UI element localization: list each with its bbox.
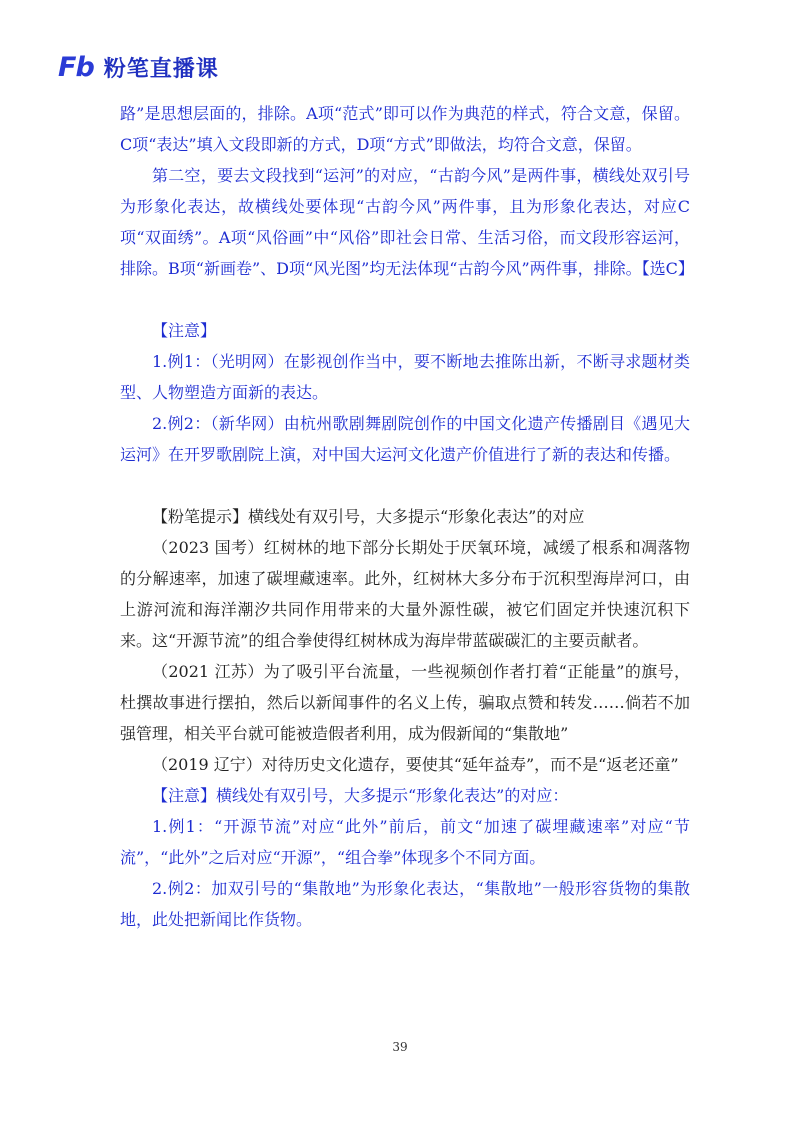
tip-heading: 【粉笔提示】横线处有双引号，大多提示“形象化表达”的对应 bbox=[152, 507, 585, 526]
note-heading-2: 【注意】横线处有双引号，大多提示“形象化表达”的对应： bbox=[152, 786, 569, 805]
document-body bbox=[120, 98, 694, 935]
paragraph-analysis-first-blank-end: 路”是思想层面的，排除。A项“范式”即可以作为典范的样式，符合文意，保留。C项“表达”填入文段即新的方式，D项“方式”即做法，均符合文意，保留。 bbox=[120, 104, 690, 154]
page-number: 39 bbox=[392, 1040, 408, 1054]
note-example-1: 1.例1：（光明网）在影视创作当中，要不断地去推陈出新，不断寻求题材类型、人物塑造方面新的表达。 bbox=[120, 352, 690, 402]
note-2-example-2: 2.例2：加双引号的“集散地”为形象化表达，“集散地”一般形容货物的集散地，此处把新闻比作货物。 bbox=[120, 879, 690, 929]
note-example-2: 2.例2：（新华网）由杭州歌剧舞剧院创作的中国文化遗产传播剧目《遇见大运河》在开罗歌剧院上演，对中国大运河文化遗产价值进行了新的表达和传播。 bbox=[120, 414, 690, 464]
brand-name: 粉笔直播课 bbox=[103, 56, 219, 82]
example-2019-liaoning: （2019 辽宁）对待历史文化遗存，要使其“延年益寿”，而不是“返老还童” bbox=[152, 755, 679, 774]
brand-logo-icon: Fb bbox=[58, 51, 94, 83]
header bbox=[58, 50, 219, 84]
paragraph-analysis-second-blank: 第二空，要去文段找到“运河”的对应，“古韵今风”是两件事，横线处双引号为形象化表达，故横线处要体现“古韵今风”两件事，且为形象化表达，对应C项“双面绣”。A项“风俗画”中“风俗”即社会日常、生活习俗，而文段形容运河，排除。B项“新画卷”、D项“风光图”均无法体现“古韵今风”两件事，排除。【选C】 bbox=[120, 166, 694, 278]
example-2023-guokao: （2023 国考）红树林的地下部分长期处于厌氧环境，减缓了根系和凋落物的分解速率，加速了碳埋藏速率。此外，红树林大多分布于沉积型海岸河口，由上游河流和海洋潮汐共同作用带来的大量外源性碳，被它们固定并快速沉积下来。这“开源节流”的组合拳使得红树林成为海岸带蓝碳碳汇的主要贡献者。 bbox=[120, 538, 690, 650]
note-2-example-1: 1.例1：“开源节流”对应“此外”前后，前文“加速了碳埋藏速率”对应“节流”，“此外”之后对应“开源”，“组合拳”体现多个不同方面。 bbox=[120, 817, 690, 867]
example-2021-jiangsu: （2021 江苏）为了吸引平台流量，一些视频创作者打着“正能量”的旗号，杜撰故事进行摆拍，然后以新闻事件的名义上传，骗取点赞和转发……倘若不加强管理，相关平台就可能被造假者利用，成为假新闻的“集散地” bbox=[120, 662, 690, 743]
note-heading: 【注意】 bbox=[152, 321, 217, 340]
